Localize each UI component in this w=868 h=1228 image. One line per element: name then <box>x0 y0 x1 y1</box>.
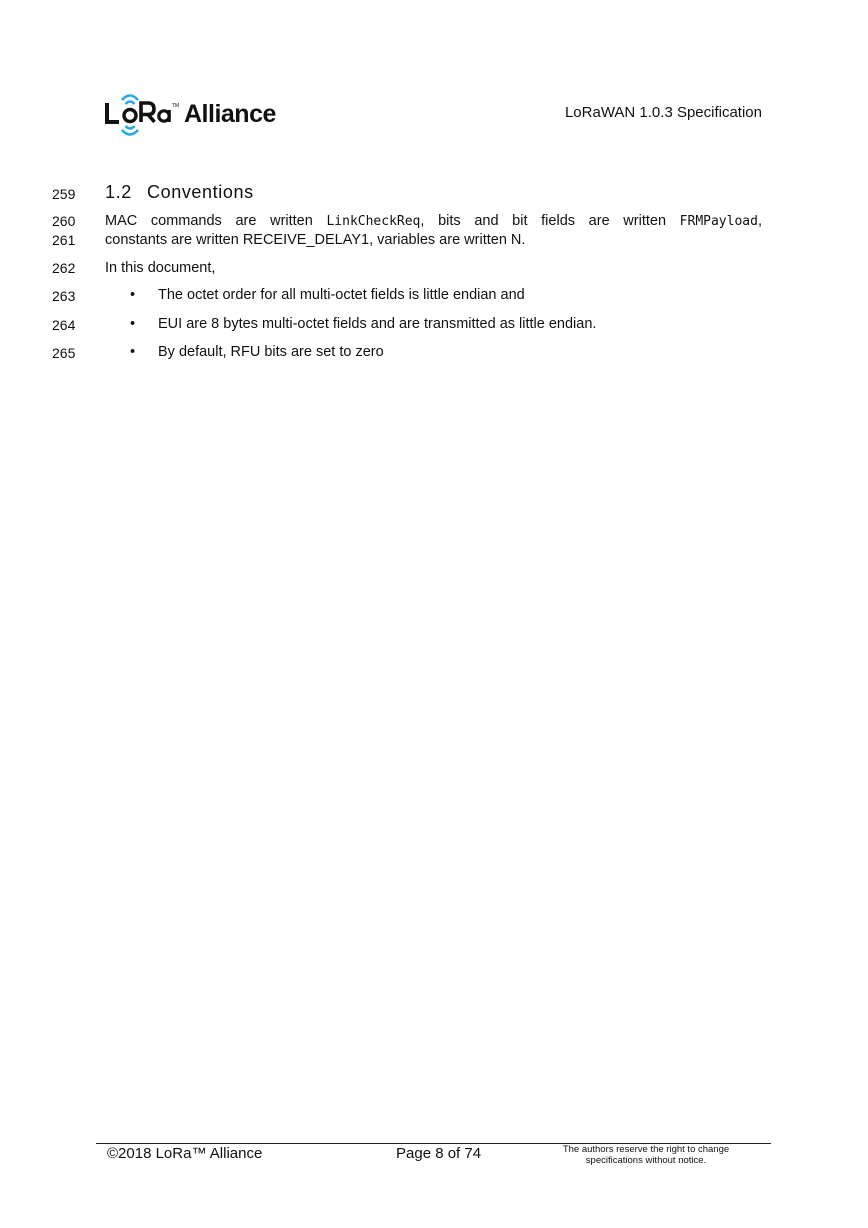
lora-alliance-logo <box>104 88 304 140</box>
mac-command-example: LinkCheckReq <box>326 214 421 229</box>
list-item-text: EUI are 8 bytes multi-octet fields and are transmitted as little endian. <box>158 316 597 332</box>
lora-alliance-logo-graphic <box>104 88 304 140</box>
footer-notice-line: specifications without notice. <box>585 1155 707 1166</box>
footer-notice <box>548 1144 744 1166</box>
intro-paragraph: In this document, <box>105 260 216 276</box>
line-number: 259 <box>52 186 76 202</box>
list-item <box>130 344 384 360</box>
line-number: 264 <box>52 317 76 333</box>
line-number: 260 <box>52 213 76 229</box>
bit-field-example: FRMPayload <box>679 214 758 229</box>
footer-copyright: ©2018 LoRa™ Alliance <box>107 1145 263 1162</box>
list-item <box>130 287 525 303</box>
footer-page-number: Page 8 of 74 <box>396 1145 482 1162</box>
line-number: 263 <box>52 288 76 304</box>
list-item-text: The octet order for all multi-octet fields is little endian and <box>158 287 525 303</box>
footer-notice-line: The authors reserve the right to change <box>562 1144 730 1155</box>
text-run: MAC commands are written <box>105 213 327 229</box>
svg-text:Alliance: Alliance <box>184 100 276 128</box>
line-number: 265 <box>52 345 76 361</box>
svg-text:TM: TM <box>172 103 180 109</box>
section-title: Conventions <box>147 182 254 202</box>
text-run: , <box>757 213 762 229</box>
document-title: LoRaWAN 1.0.3 Specification <box>564 104 762 121</box>
list-item <box>130 316 596 332</box>
section-number: 1.2 <box>105 182 132 202</box>
paragraph-line-1 <box>105 212 762 231</box>
line-number: 261 <box>52 232 76 248</box>
text-run: , bits and bit fields are written <box>420 213 680 229</box>
bullet-symbol: • <box>130 316 136 332</box>
section-heading <box>105 182 254 203</box>
conventions-paragraph <box>105 212 762 250</box>
paragraph-line-2: constants are written RECEIVE_DELAY1, variables are written N. <box>105 232 526 248</box>
line-number: 262 <box>52 260 76 276</box>
bullet-symbol: • <box>130 287 136 303</box>
list-item-text: By default, RFU bits are set to zero <box>158 344 384 360</box>
bullet-symbol: • <box>130 344 136 360</box>
